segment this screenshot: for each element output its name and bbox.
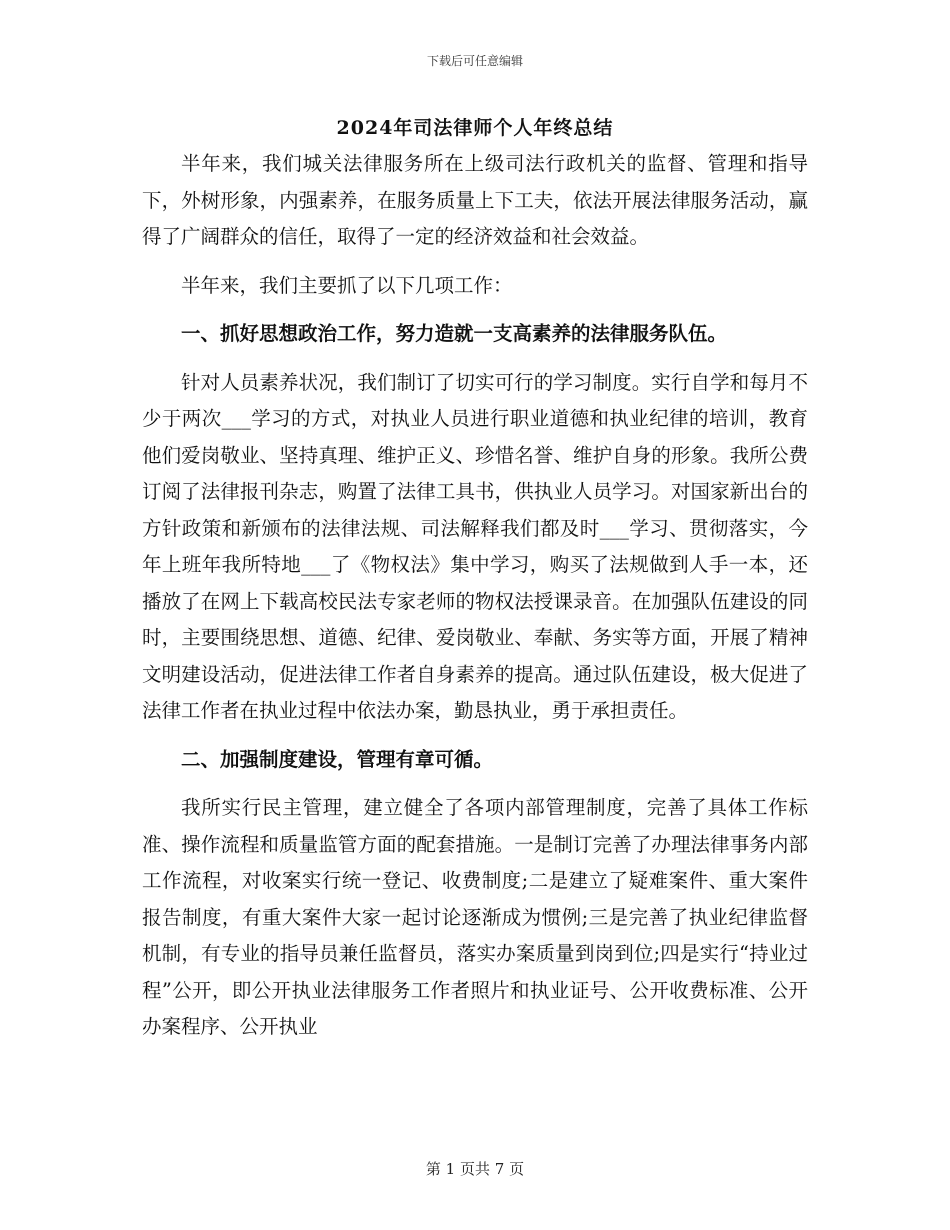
header-note: 下载后可任意编辑 bbox=[426, 54, 523, 68]
document-title: 2024年司法律师个人年终总结 bbox=[336, 117, 614, 139]
paragraph-section-1: 针对人员素养状况，我们制订了切实可行的学习制度。实行自学和每月不少于两次___学习的方式，对执业人员进行职业道德和执业纪律的培训，教育他们爱岗敬业、坚持真理、维护正义、珍惜名誉、维护自身的形象。我所公费订阅了法律报刊杂志，购置了法律工具书，供执业人员学习。对国家新出台的方针政策和新颁布的法律法规、司法解释我们都及时___学习、贯彻落实，今年上班年我所特地___了《物权法》集中学习，购买了法规做到人手一本，还播放了在网上下载高校民法专家老师的物权法授课录音。在加强队伍建设的同时，主要围绕思想、道德、纪律、爱岗敬业、奉献、务实等方面，开展了精神文明建设活动，促进法律工作者自身素养的提高。通过队伍建设，极大促进了法律工作者在执业过程中依法办案，勤恳执业，勇于承担责任。 bbox=[142, 370, 808, 722]
document-body bbox=[142, 146, 808, 1046]
section-heading-1: 一、抓好思想政治工作，努力造就一支高素养的法律服务队伍。 bbox=[181, 322, 728, 345]
paragraph-intro: 半年来，我们城关法律服务所在上级司法行政机关的监督、管理和指导下，外树形象，内强素养，在服务质量上下工夫，依法开展法律服务活动，赢得了广阔群众的信任，取得了一定的经济效益和社会效益。 bbox=[142, 152, 808, 248]
page-footer: 第 1 页共 7 页 bbox=[425, 1160, 525, 1178]
paragraph-section-2: 我所实行民主管理，建立健全了各项内部管理制度，完善了具体工作标准、操作流程和质量监管方面的配套措施。一是制订完善了办理法律事务内部工作流程，对收案实行统一登记、收费制度;二是建立了疑难案件、重大案件报告制度，有重大案件大家一起讨论逐渐成为惯例;三是完善了执业纪律监督机制，有专业的指导员兼任监督员，落实办案质量到岗到位;四是实行“持业过程”公开，即公开执业法律服务工作者照片和执业证号、公开收费标准、公开办案程序、公开执业 bbox=[142, 796, 808, 1038]
paragraph-summary-lead: 半年来，我们主要抓了以下几项工作： bbox=[181, 273, 513, 297]
section-heading-2: 二、加强制度建设，管理有章可循。 bbox=[181, 747, 494, 771]
